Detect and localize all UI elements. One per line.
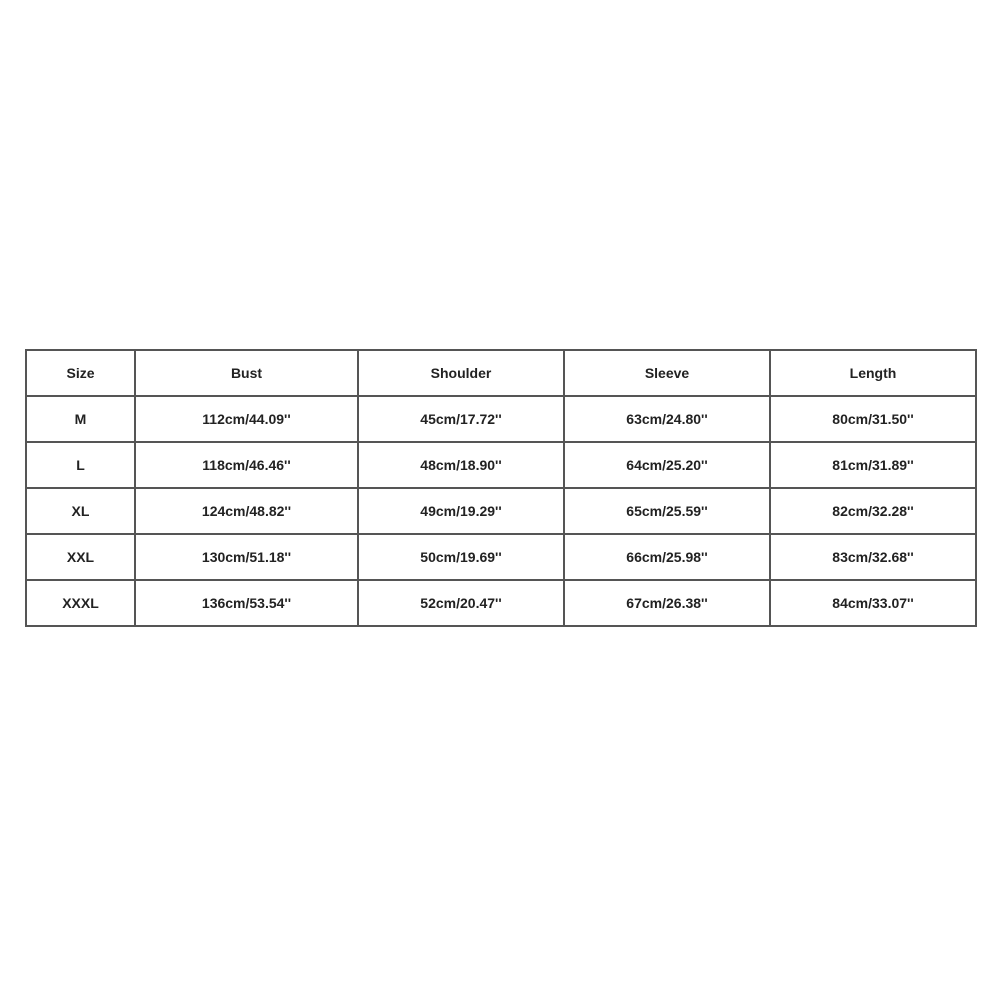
cell-sleeve: 67cm/26.38'' (564, 580, 770, 626)
cell-length: 81cm/31.89'' (770, 442, 976, 488)
table-header-row (26, 350, 976, 396)
cell-shoulder: 45cm/17.72'' (358, 396, 564, 442)
cell-length: 83cm/32.68'' (770, 534, 976, 580)
header-length: Length (770, 350, 976, 396)
cell-bust: 130cm/51.18'' (135, 534, 358, 580)
cell-size: XXXL (26, 580, 135, 626)
header-size: Size (26, 350, 135, 396)
cell-length: 80cm/31.50'' (770, 396, 976, 442)
cell-sleeve: 64cm/25.20'' (564, 442, 770, 488)
header-shoulder: Shoulder (358, 350, 564, 396)
cell-bust: 112cm/44.09'' (135, 396, 358, 442)
table-row (26, 396, 976, 442)
cell-sleeve: 65cm/25.59'' (564, 488, 770, 534)
cell-shoulder: 52cm/20.47'' (358, 580, 564, 626)
cell-size: M (26, 396, 135, 442)
cell-size: L (26, 442, 135, 488)
cell-bust: 118cm/46.46'' (135, 442, 358, 488)
cell-size: XXL (26, 534, 135, 580)
cell-bust: 136cm/53.54'' (135, 580, 358, 626)
header-sleeve: Sleeve (564, 350, 770, 396)
table-row (26, 580, 976, 626)
cell-sleeve: 66cm/25.98'' (564, 534, 770, 580)
table-row (26, 488, 976, 534)
size-chart-table (25, 349, 977, 627)
table-row (26, 534, 976, 580)
cell-sleeve: 63cm/24.80'' (564, 396, 770, 442)
cell-length: 84cm/33.07'' (770, 580, 976, 626)
table-row (26, 442, 976, 488)
cell-shoulder: 50cm/19.69'' (358, 534, 564, 580)
cell-length: 82cm/32.28'' (770, 488, 976, 534)
cell-bust: 124cm/48.82'' (135, 488, 358, 534)
header-bust: Bust (135, 350, 358, 396)
cell-shoulder: 49cm/19.29'' (358, 488, 564, 534)
cell-shoulder: 48cm/18.90'' (358, 442, 564, 488)
cell-size: XL (26, 488, 135, 534)
